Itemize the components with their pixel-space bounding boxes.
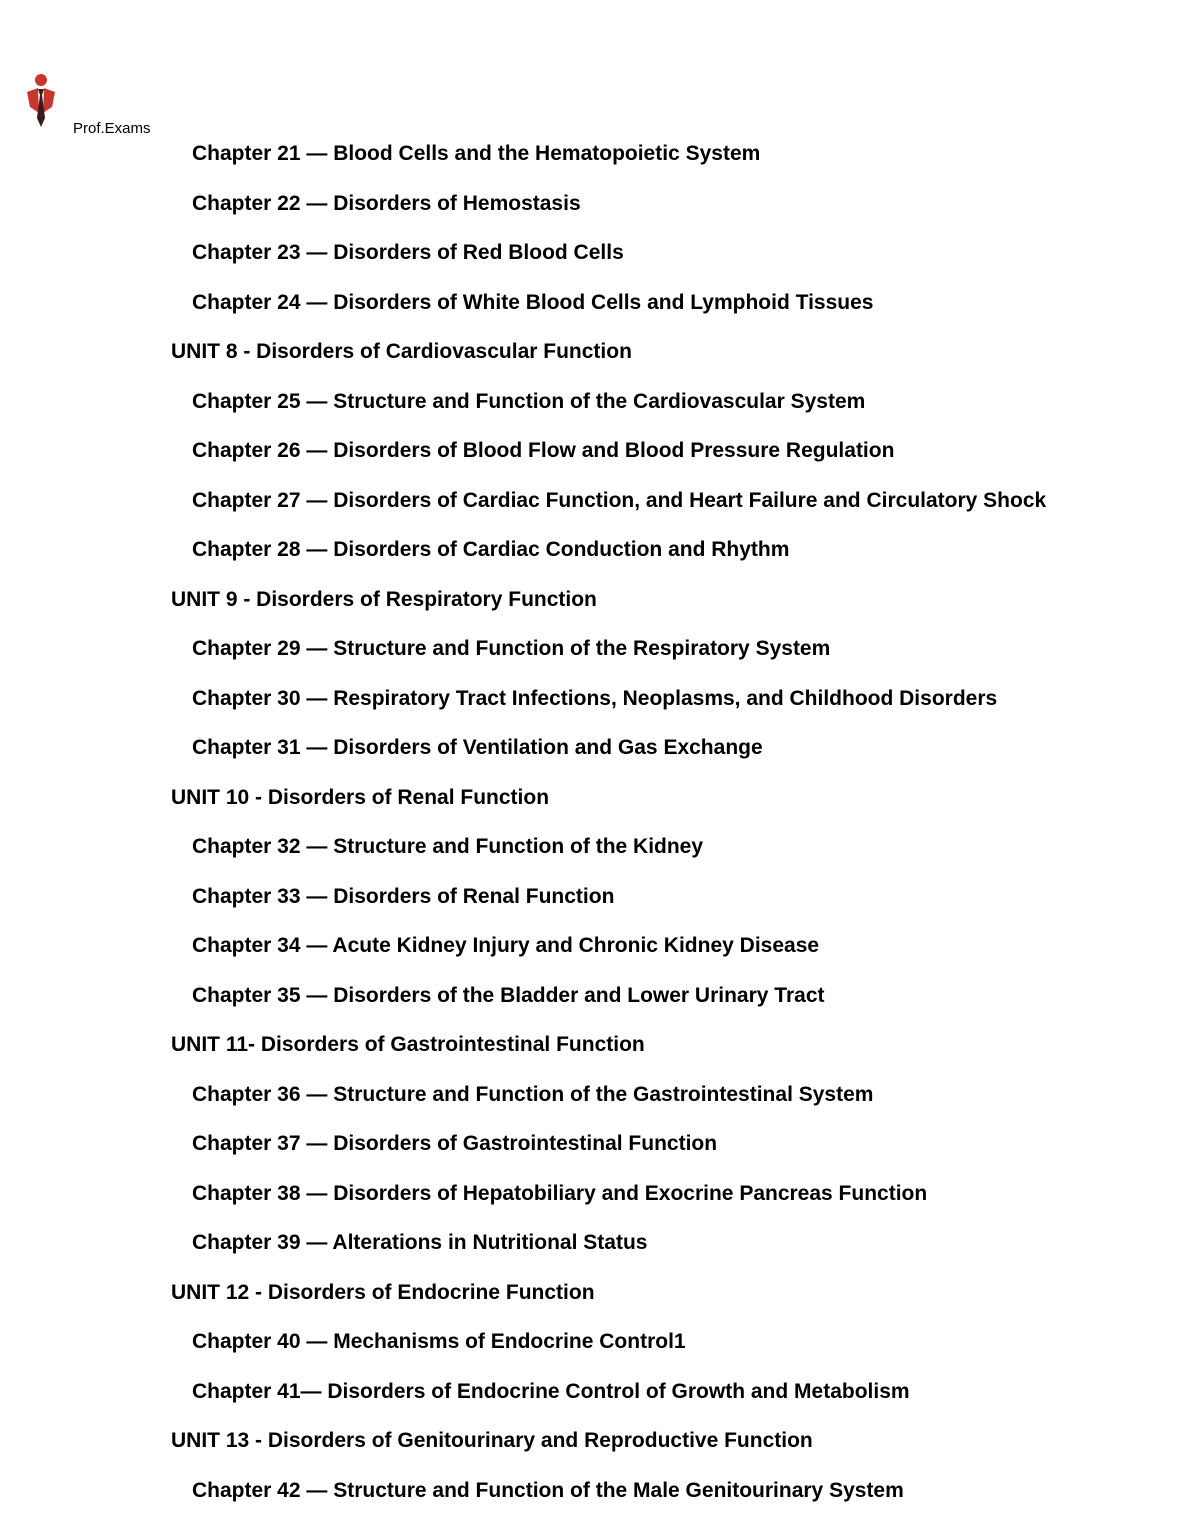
- toc-chapter-entry: Chapter 28 — Disorders of Cardiac Conduction and Rhythm: [192, 538, 790, 561]
- toc-chapter-entry: Chapter 38 — Disorders of Hepatobiliary and Exocrine Pancreas Function: [192, 1182, 928, 1205]
- toc-unit-heading: UNIT 12 - Disorders of Endocrine Function: [171, 1281, 595, 1304]
- toc-chapter-entry: Chapter 41— Disorders of Endocrine Control of Growth and Metabolism: [192, 1380, 910, 1403]
- toc-chapter-entry: Chapter 23 — Disorders of Red Blood Cells: [192, 241, 624, 264]
- toc-unit-heading: UNIT 13 - Disorders of Genitourinary and Reproductive Function: [171, 1429, 813, 1452]
- toc-chapter-entry: Chapter 30 — Respiratory Tract Infections, Neoplasms, and Childhood Disorders: [192, 687, 998, 710]
- toc-unit-heading: UNIT 11- Disorders of Gastrointestinal Function: [171, 1033, 645, 1056]
- toc-chapter-entry: Chapter 39 — Alterations in Nutritional Status: [192, 1231, 648, 1254]
- toc-chapter-entry: Chapter 36 — Structure and Function of the Gastrointestinal System: [192, 1083, 874, 1106]
- toc-chapter-entry: Chapter 22 — Disorders of Hemostasis: [192, 192, 581, 215]
- toc-unit-heading: UNIT 9 - Disorders of Respiratory Function: [171, 588, 597, 611]
- toc-chapter-entry: Chapter 32 — Structure and Function of the Kidney: [192, 835, 704, 858]
- toc-chapter-entry: Chapter 31 — Disorders of Ventilation and Gas Exchange: [192, 736, 763, 759]
- toc-chapter-entry: Chapter 27 — Disorders of Cardiac Function, and Heart Failure and Circulatory Shock: [192, 489, 1047, 512]
- toc-chapter-entry: Chapter 42 — Structure and Function of the Male Genitourinary System: [192, 1479, 904, 1502]
- toc-chapter-entry: Chapter 26 — Disorders of Blood Flow and Blood Pressure Regulation: [192, 439, 895, 462]
- toc-chapter-entry: Chapter 40 — Mechanisms of Endocrine Control1: [192, 1330, 686, 1353]
- toc-chapter-entry: Chapter 37 — Disorders of Gastrointestinal Function: [192, 1132, 718, 1155]
- toc-chapter-entry: Chapter 24 — Disorders of White Blood Cells and Lymphoid Tissues: [192, 291, 874, 314]
- toc-chapter-entry: Chapter 25 — Structure and Function of the Cardiovascular System: [192, 390, 866, 413]
- toc-unit-heading: UNIT 10 - Disorders of Renal Function: [171, 786, 550, 809]
- toc-chapter-entry: Chapter 35 — Disorders of the Bladder and Lower Urinary Tract: [192, 984, 825, 1007]
- toc-chapter-entry: Chapter 34 — Acute Kidney Injury and Chronic Kidney Disease: [192, 934, 820, 957]
- toc-chapter-entry: Chapter 33 — Disorders of Renal Function: [192, 885, 615, 908]
- toc-unit-heading: UNIT 8 - Disorders of Cardiovascular Function: [171, 340, 632, 363]
- toc-chapter-entry: Chapter 29 — Structure and Function of the Respiratory System: [192, 637, 831, 660]
- brand-name: Prof.Exams: [73, 120, 151, 137]
- toc-chapter-entry: Chapter 21 — Blood Cells and the Hematopoietic System: [192, 142, 761, 165]
